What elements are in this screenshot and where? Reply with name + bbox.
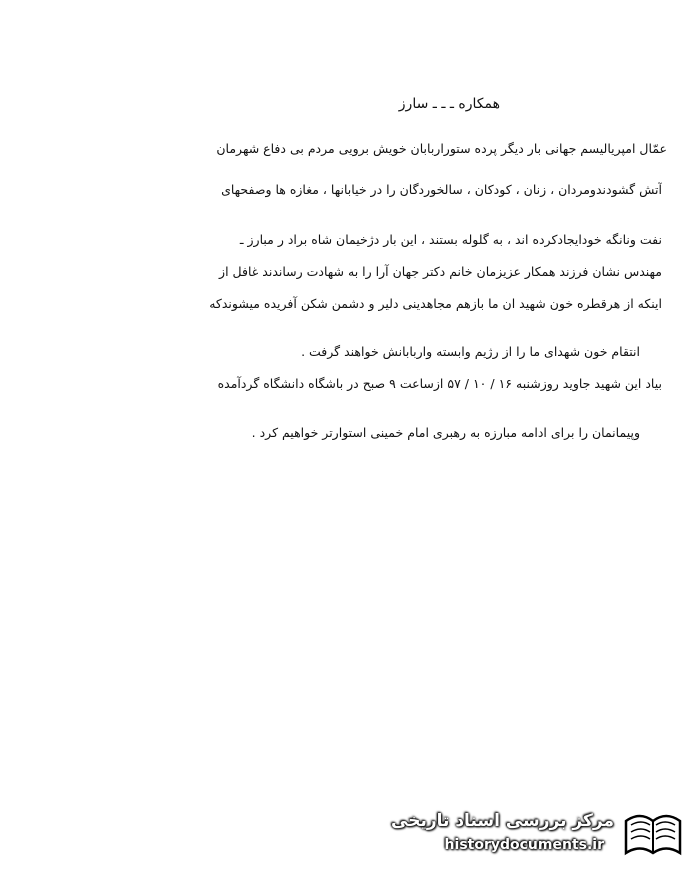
text-line: بیاد این شهید جاوید روزشنبه ۱۶ / ۱۰ / ۵۷ ازساعت ۹ صبح در باشگاه دانشگاه گردآمده <box>217 376 662 391</box>
text-line: آتش گشودندومردان ، زنان ، کودکان ، سالخوردگان را در خیابانها ، مغازه ها وصفحهای <box>221 182 662 197</box>
watermark-url: historydocuments.ir <box>444 837 604 853</box>
text-line: اینکه از هرقطره خون شهید ان ما بازهم مجاهدینی دلیر و دشمن شکن آفریده میشوندکه <box>209 296 662 311</box>
text-line: نفت ونانگه خودایجادکرده اند ، به گلوله بستند ، این بار دژخیمان شاه براد ر مبارز ـ <box>239 232 662 247</box>
text-line: انتقام خون شهدای ما را از رژیم وابسته واربابانش خواهند گرفت . <box>301 344 640 359</box>
text-line: وپیمانمان را برای ادامه مبارزه به رهبری امام خمینی استوارتر خواهیم کرد . <box>251 425 640 440</box>
watermark <box>391 805 686 863</box>
document-heading: همکاره ـ ـ ـ سارز <box>398 96 500 112</box>
book-logo-icon <box>620 807 686 861</box>
watermark-title: مرکز بررسی اسناد تاریخی <box>391 811 614 831</box>
text-line: مهندس نشان فرزند همکار عزیزمان خانم دکتر جهان آرا را به شهادت رساندند غافل از <box>219 264 662 279</box>
text-line: عمّال امپریالیسم جهانی بار دیگر پرده ستوراربابان خویش برویی مردم بی دفاع شهرمان <box>216 141 667 156</box>
